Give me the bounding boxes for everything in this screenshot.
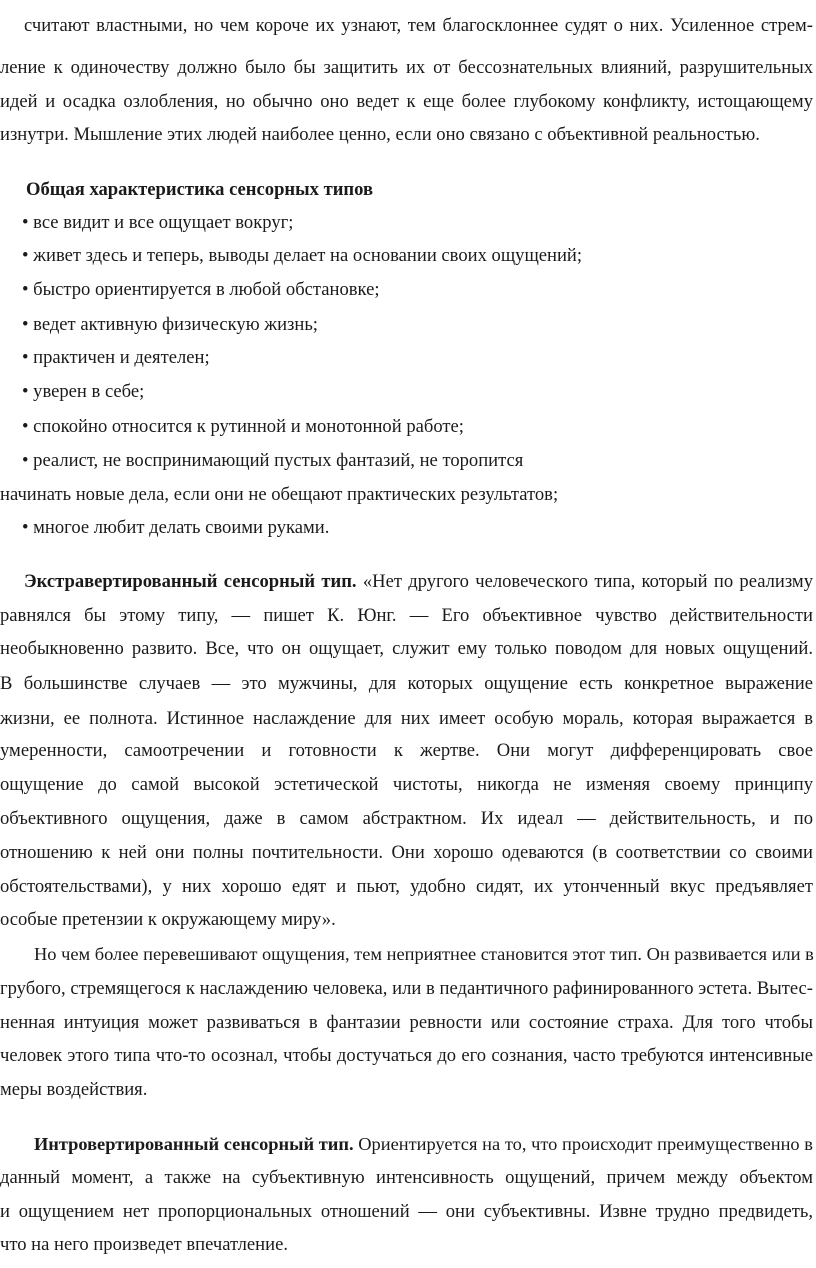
text-line: что на него произведет впечатление.: [0, 1234, 288, 1255]
section-title: Экстравертированный сенсорный тип.: [24, 571, 357, 592]
text-line: ощущение до самой высокой эстетической чистоты, никогда не изменяя своему принципу: [0, 774, 813, 795]
text-line: идей и осадка озлобления, но обычно оно ведет к еще более глубокому конфликту, истощающему: [0, 91, 813, 112]
text-line: Но чем более перевешивают ощущения, тем неприятнее становится этот тип. Он развивается или в: [34, 944, 814, 964]
text-line: меры воздействия.: [0, 1079, 148, 1100]
section-heading: Общая характеристика сенсорных типов: [26, 179, 374, 200]
section-title: Интровертированный сенсорный тип.: [34, 1134, 354, 1154]
list-item: • практичен и деятелен;: [22, 347, 210, 368]
text-line: изнутри. Мышление этих людей наиболее ценно, если оно связано с объективной реальностью.: [0, 124, 760, 145]
list-item-continuation: начинать новые дела, если они не обещают практических результатов;: [0, 484, 559, 505]
text-line: В большинстве случаев — это мужчины, для которых ощущение есть конкретное выражение: [0, 673, 813, 694]
list-item: • реалист, не воспринимающий пустых фантазий, не торопится: [22, 450, 524, 471]
text-line: объективного ощущения, даже в самом абстрактном. Их идеал — действительность, и по: [0, 808, 813, 829]
text-line: отношению к ней они полны почтительности. Они хорошо одеваются (в соответствии со своими: [0, 842, 813, 863]
text-line: и ощущением нет пропорциональных отношений — они субъективны. Извне трудно предвидеть,: [0, 1201, 813, 1222]
list-item: • ведет активную физическую жизнь;: [22, 314, 318, 335]
list-item: • уверен в себе;: [22, 381, 145, 402]
text-line: умеренности, самоотречении и готовности к жертве. Они могут дифференцировать свое: [0, 740, 813, 761]
list-item: • многое любит делать своими руками.: [22, 517, 330, 538]
text-line: ление к одиночеству должно было бы защитить их от бессознательных влияний, разрушительных: [0, 57, 813, 78]
list-item: • живет здесь и теперь, выводы делает на основании своих ощущений;: [22, 245, 583, 266]
text-fragment: Ориентируется на то, что происходит преимущественно в: [353, 1134, 813, 1154]
text-line: человек этого типа что-то осознал, чтобы достучаться до его сознания, часто требуются интенсивные: [0, 1045, 813, 1066]
text-line: считают властными, но чем короче их узнают, тем благосклоннее судят о них. Усиленное стрем-: [24, 15, 813, 36]
text-line: жизни, ее полнота. Истинное наслаждение для них имеет особую мораль, которая выражается в: [0, 708, 813, 729]
list-item: • все видит и все ощущает вокруг;: [22, 212, 294, 233]
text-line: грубого, стремящегося к наслаждению человека, или в педантичного рафинированного эстета. Вытес-: [0, 978, 813, 999]
text-line: данный момент, а также на субъективную интенсивность ощущений, причем между объектом: [0, 1167, 813, 1188]
text-line: обстоятельствами), у них хорошо едят и пьют, удобно сидят, их утонченный вкус предъявляет: [0, 876, 813, 897]
text-line: особые претензии к окружающему миру».: [0, 909, 336, 930]
text-fragment: «Нет другого человеческого типа, который по реализму: [356, 571, 813, 592]
text-line: ненная интуиция может развиваться в фантазии ревности или состояние страха. Для того чтобы: [0, 1012, 813, 1033]
text-line: равнялся бы этому типу, — пишет К. Юнг. — Его объективное чувство действительности: [0, 605, 813, 626]
section-first-line: [24, 569, 813, 595]
section-first-line: [34, 1131, 813, 1157]
list-item: • быстро ориентируется в любой обстановке;: [22, 279, 380, 300]
text-line: необыкновенно развито. Все, что он ощущает, служит ему только поводом для новых ощущений.: [0, 638, 813, 659]
list-item: • спокойно относится к рутинной и монотонной работе;: [22, 416, 464, 437]
